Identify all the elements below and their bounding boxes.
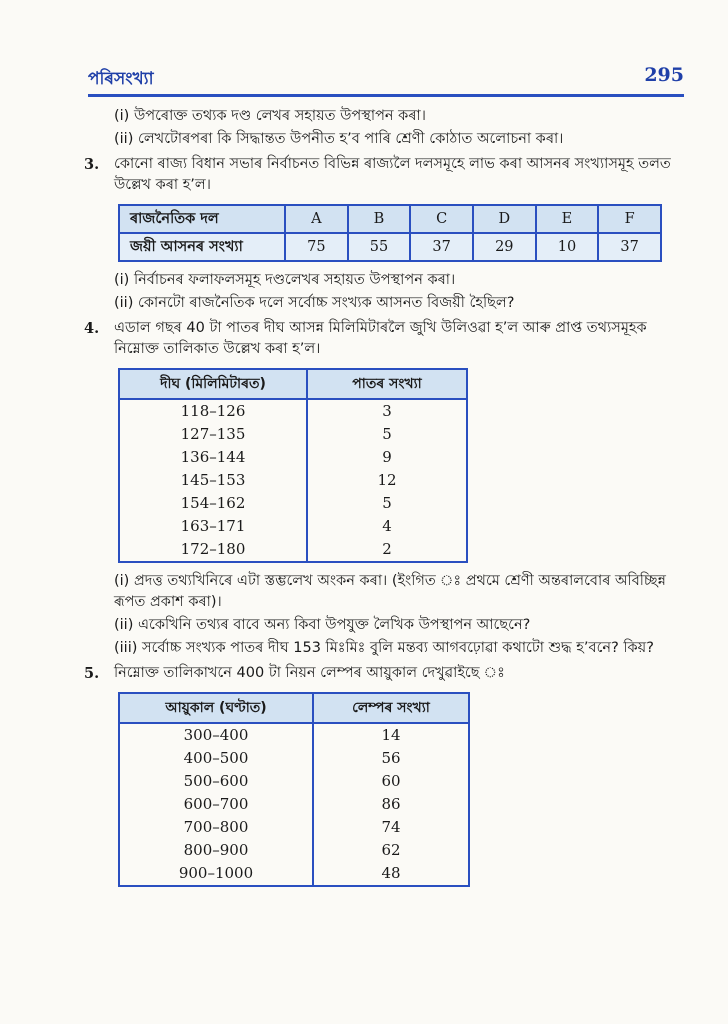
table-cell: A [285,205,348,233]
table-cell: 12 [307,469,467,492]
table-cell: 118–126 [119,399,307,423]
table-cell: 145–153 [119,469,307,492]
table-cell: 9 [307,446,467,469]
lamp-life-table [118,692,470,887]
table-cell: 400–500 [119,747,313,770]
table-header-row [119,369,467,399]
table-header-cell: লেম্পৰ সংখ্যা [313,693,469,723]
page-number: 295 [644,64,684,86]
table-cell: 10 [536,233,599,261]
page-content [84,104,688,895]
question-number: 3. [84,156,100,173]
table-cell: 127–135 [119,423,307,446]
table-cell: 300–400 [119,723,313,747]
table-cell: 700–800 [119,816,313,839]
table-row [119,747,469,770]
table-row [119,862,469,886]
question-4-item-1: (i) প্ৰদত্ত তথ্যখিনিৰে এটা স্তম্ভলেখ অংকন কৰা। (ইংগিত ঃ প্ৰথমে শ্ৰেণী অন্তৰালবোৰ অবিচ্ছিন্ন ৰূপত প্ৰকাশ কৰা)। [114,573,666,610]
table-cell: 29 [473,233,536,261]
table-header-row [119,693,469,723]
table-cell: 900–1000 [119,862,313,886]
table-row [119,492,467,515]
table-cell: 172–180 [119,538,307,562]
table-cell: 154–162 [119,492,307,515]
table-row [119,770,469,793]
chapter-title: পৰিসংখ্যা [88,69,154,89]
table-cell: F [598,205,661,233]
table-cell: 55 [348,233,411,261]
table-cell: 86 [313,793,469,816]
question-4-item-3: (iii) সৰ্বোচ্চ সংখ্যক পাতৰ দীঘ 153 মিঃমিঃ বুলি মন্তব্য আগবঢ়োৱা কথাটো শুদ্ধ হ’বনে? কিয়? [114,640,654,656]
table-cell: 600–700 [119,793,313,816]
table-row [119,233,661,261]
question-number: 5. [84,665,100,682]
table-cell: 37 [598,233,661,261]
table-cell: 75 [285,233,348,261]
question-3-item-2: (ii) কোনটো ৰাজনৈতিক দলে সৰ্বোচ্চ সংখ্যক আসনত বিজয়ী হৈছিল? [114,295,515,311]
question-3-item-1: (i) নিৰ্বাচনৰ ফলাফলসমূহ দণ্ডলেখৰ সহায়ত উপস্থাপন কৰা। [114,272,456,288]
table-cell: 62 [313,839,469,862]
party-seats-table [118,204,662,262]
table-cell: 37 [410,233,473,261]
header-rule [88,94,684,97]
page-header [88,60,684,100]
table-cell: 136–144 [119,446,307,469]
intro-item-1: (i) উপৰোক্ত তথ্যক দণ্ড লেখৰ সহায়ত উপস্থাপন কৰা। [114,108,426,124]
table-cell: 56 [313,747,469,770]
table-cell: 800–900 [119,839,313,862]
table-row [119,469,467,492]
table-cell: 2 [307,538,467,562]
table-header-cell: পাতৰ সংখ্যা [307,369,467,399]
question-number: 4. [84,320,100,337]
table-row [119,515,467,538]
table-header-cell: ৰাজনৈতিক দল [119,205,285,233]
table-row [119,839,469,862]
table-header-cell: দীঘ (মিলিমিটাৰত) [119,369,307,399]
table-cell: E [536,205,599,233]
table-cell: 500–600 [119,770,313,793]
table-header-cell: জয়ী আসনৰ সংখ্যা [119,233,285,261]
table-row [119,816,469,839]
table-row [119,205,661,233]
table-row [119,446,467,469]
table-cell: B [348,205,411,233]
table-header-cell: আয়ুকাল (ঘণ্টাত) [119,693,313,723]
table-cell: 163–171 [119,515,307,538]
table-cell: 14 [313,723,469,747]
leaf-length-table [118,368,468,563]
table-cell: 5 [307,423,467,446]
table-cell: C [410,205,473,233]
table-cell: 74 [313,816,469,839]
table-row [119,723,469,747]
question-3 [84,154,688,196]
table-cell: 60 [313,770,469,793]
question-text: কোনো ৰাজ্য বিধান সভাৰ নিৰ্বাচনত বিভিন্ন ৰাজ্যলৈ দলসমূহে লাভ কৰা আসনৰ সংখ্যাসমূহ তলত উল্লেখ কৰা হ’ল। [114,156,671,193]
table-cell: 48 [313,862,469,886]
question-4 [84,318,688,360]
table-row [119,538,467,562]
table-cell: 5 [307,492,467,515]
table-cell: 4 [307,515,467,538]
table-row [119,399,467,423]
table-cell: 3 [307,399,467,423]
question-text: এডাল গছৰ 40 টা পাতৰ দীঘ আসন্ন মিলিমিটাৰলৈ জুখি উলিওৱা হ’ল আৰু প্ৰাপ্ত তথ্যসমূহক নিম্নোক্ত তালিকাত উল্লেখ কৰা হ’ল। [114,320,647,357]
table-cell: D [473,205,536,233]
question-5 [84,663,688,684]
intro-item-2: (ii) লেখটোৰপৰা কি সিদ্ধান্তত উপনীত হ’ব পাৰি শ্ৰেণী কোঠাত অলোচনা কৰা। [114,131,564,147]
table-row [119,793,469,816]
question-4-item-2: (ii) একেখিনি তথ্যৰ বাবে অন্য কিবা উপযুক্ত লৈখিক উপস্থাপন আছেনে? [114,617,531,633]
question-text: নিম্নোক্ত তালিকাখনে 400 টা নিয়ন লেম্পৰ আয়ুকাল দেখুৱাইছে ঃ [114,665,505,681]
table-row [119,423,467,446]
